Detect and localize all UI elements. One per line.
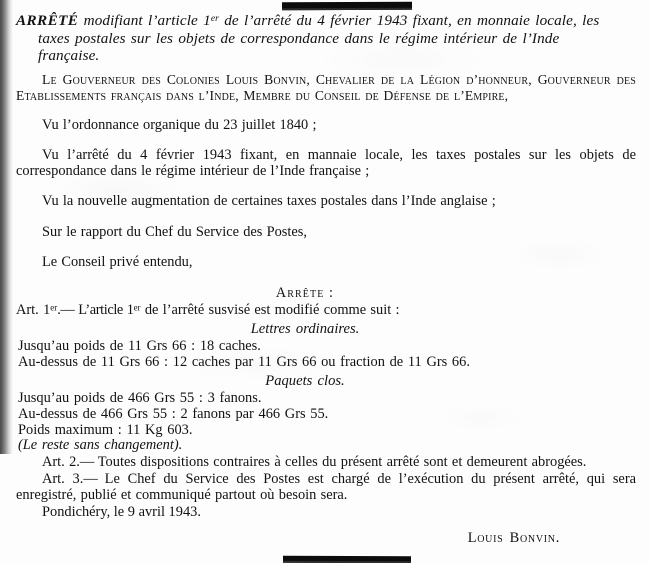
recitals-block [16,118,636,270]
article-1-label: Art. 1 [16,302,51,319]
section-heading-paquets-clos: Paquets clos. [265,372,345,389]
preamble-line-1: Le Gouverneur des Colonies Louis Bonvin, Chevalier de la Légion d’honneur, [42,71,532,87]
article-2-text: Toutes dispositions contraires à celles du présent arrêté sont et demeurent abrogées. [97,454,587,471]
recital-item: Vu la nouvelle augmentation de certaines taxes postales dans l’Inde anglaise ; [42,193,496,210]
recital-item: Sur le rapport du Chef du Service des Postes, [42,223,307,240]
article-2-label: Art. 2. [42,454,80,471]
place-and-date: Pondichéry, le 9 avril 1943. [42,504,201,521]
recital-item: Le Conseil privé entendu, [42,253,193,270]
bottom-rule-container [16,547,636,563]
section-heading-lettres-ordinaires: Lettres ordinaires. [250,320,360,337]
top-rule-container [16,0,636,10]
article-3-text: Le Chef du Service des Postes est chargé de l’exécution du présent arrêté, qui sera enregistré, publié et communiqué partout où besoin sera. [16,471,637,504]
signature-name: Louis Bonvin. [467,530,560,546]
article-3 [16,472,636,504]
article-1-label-dash: .— L’article 1 [57,302,134,319]
article-2-dash: — [79,454,98,471]
title-line1-superscript: er [210,14,219,25]
tariff-line: Jusqu’au poids de 11 Grs 66 : 18 caches. [18,337,261,354]
tariff-line: Au-dessus de 11 Grs 66 : 12 caches par 11 Grs 66 ou fraction de 11 Grs 66. [18,353,470,370]
section-note: (Le reste sans changement). [18,437,183,454]
title-lead-word: ARRÊTÉ [16,12,79,29]
article-3-dash: — [83,471,105,488]
recital-item: Vu l’ordonnance organique du 23 juillet 1840 ; [42,117,317,134]
document-title [16,12,636,65]
article-2 [16,455,636,471]
title-line1-tail: de l’arrêté du 4 février 1943 fixant, en monnaie locale, les [218,12,600,29]
tariff-line: Poids maximum : 11 Kg 603. [18,421,193,438]
bottom-ornament-rule [283,556,411,563]
tariff-line: Au-dessus de 466 Grs 55 : 2 fanons par 466 Grs 55. [18,405,329,422]
preamble-line-2: Gouverneur des Etablissements français dans l’Inde, Membre du Conseil de Défense [16,71,636,103]
preamble-block [16,72,636,104]
article-1 [16,303,636,319]
tariff-line: Jusqu’au poids de 466 Grs 55 : 3 fanons. [18,389,262,406]
enacting-clause-heading: Arrête : [275,285,335,302]
article-1-label-superscript: er [50,302,58,313]
article-3-label: Art. 3. [42,471,84,488]
top-ornament-rule [282,2,412,11]
title-line1-rest: modifiant l’article 1 [78,12,211,29]
recital-item: Vu l’arrêté du 4 février 1943 fixant, en mannaie locale, les taxes postales sur les objets de correspondance dans le régime intérieur de l’Inde française ; [16,147,636,180]
article-1-reference-superscript: er [133,302,141,313]
title-line2: taxes postales sur les objets de correspondance dans le régime intérieur de l’Inde [38,29,560,47]
preamble-line-3: de l’Empire, [435,87,509,103]
article-1-text: de l’arrêté susvisé est modifié comme suit : [140,302,400,319]
title-line3: française. [38,47,100,64]
